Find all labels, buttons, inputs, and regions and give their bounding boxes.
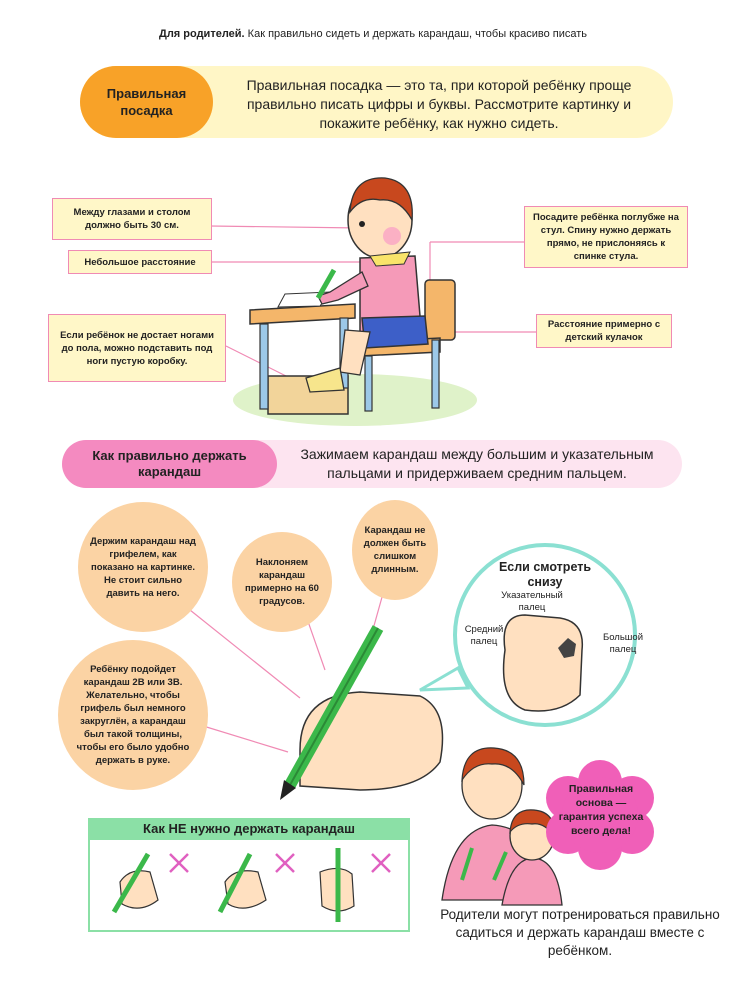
note-fist: Расстояние примерно с детский кулачок: [536, 314, 672, 348]
desk-leg: [260, 324, 268, 409]
label-index-finger: Указательный палец: [501, 590, 563, 613]
desk-top: [250, 304, 355, 324]
chair-back: [425, 280, 455, 340]
section2-pill: Как правильно держать карандаш: [62, 440, 277, 488]
child-cheek: [383, 227, 401, 245]
note-eyes: Между глазами и столом должно быть 30 см.: [52, 198, 212, 240]
label-thumb: Большой палец: [602, 632, 643, 655]
page-header: [0, 28, 746, 40]
note-gap: Небольшое расстояние: [68, 250, 212, 274]
tip-angle-circle: Наклоняем карандаш примерно на 60 градусов.: [232, 532, 332, 632]
parents-text: Родители могут потренироваться правильно садиться и держать карандаш вместе с ребёнком.: [440, 907, 720, 958]
note-feet: Если ребёнок не достает ногами до пола, можно подставить под ноги пустую коробку.: [48, 314, 226, 382]
chair-leg: [432, 340, 439, 408]
flower-text: Правильная основа — гарантия успеха всего дела!: [558, 783, 644, 837]
tip-length-circle: Карандаш не должен быть слишком длинным.: [352, 500, 438, 600]
cross-icon: [372, 854, 390, 872]
section1-pill: Правильная посадка: [80, 66, 213, 138]
bad-grip-title: Как НЕ нужно держать карандаш: [88, 818, 410, 840]
label-middle-finger: Средний палец: [464, 624, 504, 647]
bad-grip-examples: [90, 842, 408, 930]
header-bold: Для родителей.: [158, 28, 245, 40]
child-shorts: [362, 316, 428, 348]
tip-grip-circle: Держим карандаш над грифелем, как показано на картинке. Не стоит сильно давить на него.: [78, 502, 208, 632]
child-eye: [359, 221, 365, 227]
chair-leg: [365, 356, 372, 411]
fist-drawing: [504, 615, 583, 711]
bad-grip-example: [220, 854, 266, 912]
section1-text: Правильная посадка — это та, при которой ребёнку проще правильно писать цифры и буквы. Рассмотрите картинку и покажите ребёнку, как нужно сидеть.: [246, 77, 632, 131]
section2-text: Зажимаем карандаш между большим и указательным пальцами и придерживаем средним пальцем.: [300, 446, 654, 481]
child-shoe: [306, 368, 344, 392]
tip-pencil-type-circle: Ребёнку подойдет карандаш 2В или 3В. Желательно, чтобы грифель был немного закруглён, а карандаш был такой толщины, чтобы его было удобно держать в руке.: [58, 640, 208, 790]
bottom-view-pointer: [420, 668, 468, 690]
note-back: Посадите ребёнка поглубже на стул. Спину нужно держать прямо, не прислоняясь к спинке стула.: [524, 206, 688, 268]
cross-icon: [276, 854, 294, 872]
bad-grip-example: [320, 848, 354, 922]
header-text: Как правильно сидеть и держать карандаш, чтобы красиво писать: [247, 28, 588, 40]
bad-grip-example: [114, 854, 158, 912]
cross-icon: [170, 854, 188, 872]
bottom-view-title: Если смотреть снизу: [498, 560, 592, 589]
